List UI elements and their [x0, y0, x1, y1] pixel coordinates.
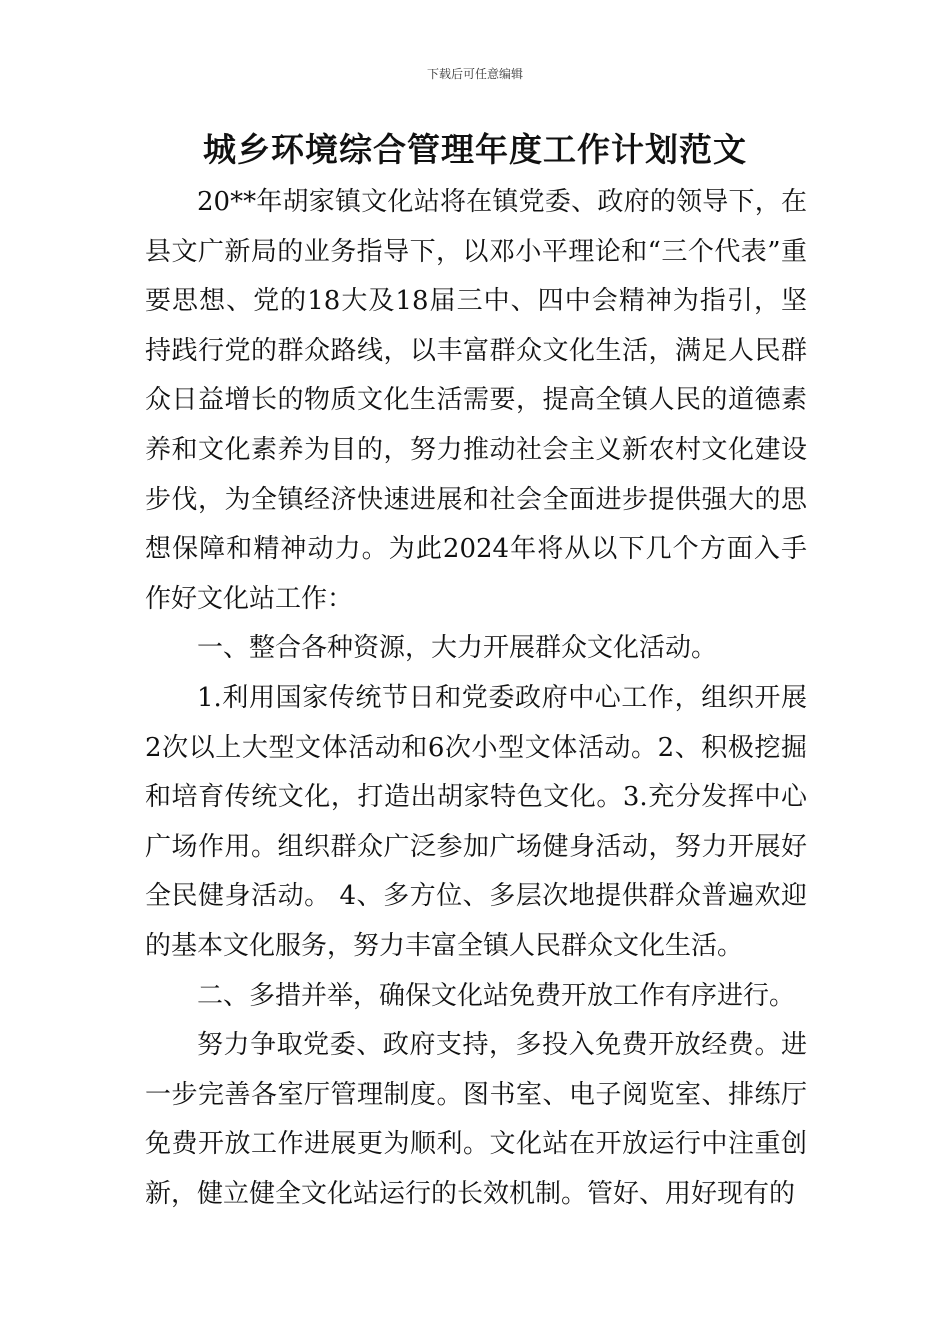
header-note: 下载后可任意编辑 [426, 67, 523, 81]
paragraph-intro: 20**年胡家镇文化站将在镇党委、政府的领导下，在县文广新局的业务指导下，以邓小平理论和“三个代表”重要思想、党的18大及18届三中、四中会精神为指引，坚持践行党的群众路线，以丰富群众文化生活，满足人民群众日益增长的物质文化生活需要，提高全镇人民的道德素养和文化素养为目的，努力推动社会主义新农村文化建设步伐，为全镇经济快速进展和社会全面进步提供强大的思想保障和精神动力。为此2024年将从以下几个方面入手作好文化站工作： [145, 187, 807, 614]
paragraph-section-1: 1.利用国家传统节日和党委政府中心工作，组织开展2次以上大型文体活动和6次小型文体活动。2、积极挖掘和培育传统文化，打造出胡家特色文化。3.充分发挥中心广场作用。组织群众广泛参加广场健身活动，努力开展好全民健身活动。 4、多方位、多层次地提供群众普遍欢迎的基本文化服务，努力丰富全镇人民群众文化生活。 [145, 682, 807, 961]
document-title: 城乡环境综合管理年度工作计划范文 [203, 130, 747, 169]
section-heading-1: 一、整合各种资源，大力开展群众文化活动。 [197, 633, 718, 664]
document-body [145, 178, 807, 1219]
paragraph-section-2: 努力争取党委、政府支持，多投入免费开放经费。进一步完善各室厅管理制度。图书室、电子阅览室、排练厅免费开放工作进展更为顺利。文化站在开放运行中注重创新，健立健全文化站运行的长效机制。管好、用好现有的 [145, 1030, 807, 1209]
section-heading-2: 二、多措并举，确保文化站免费开放工作有序进行。 [197, 980, 796, 1011]
